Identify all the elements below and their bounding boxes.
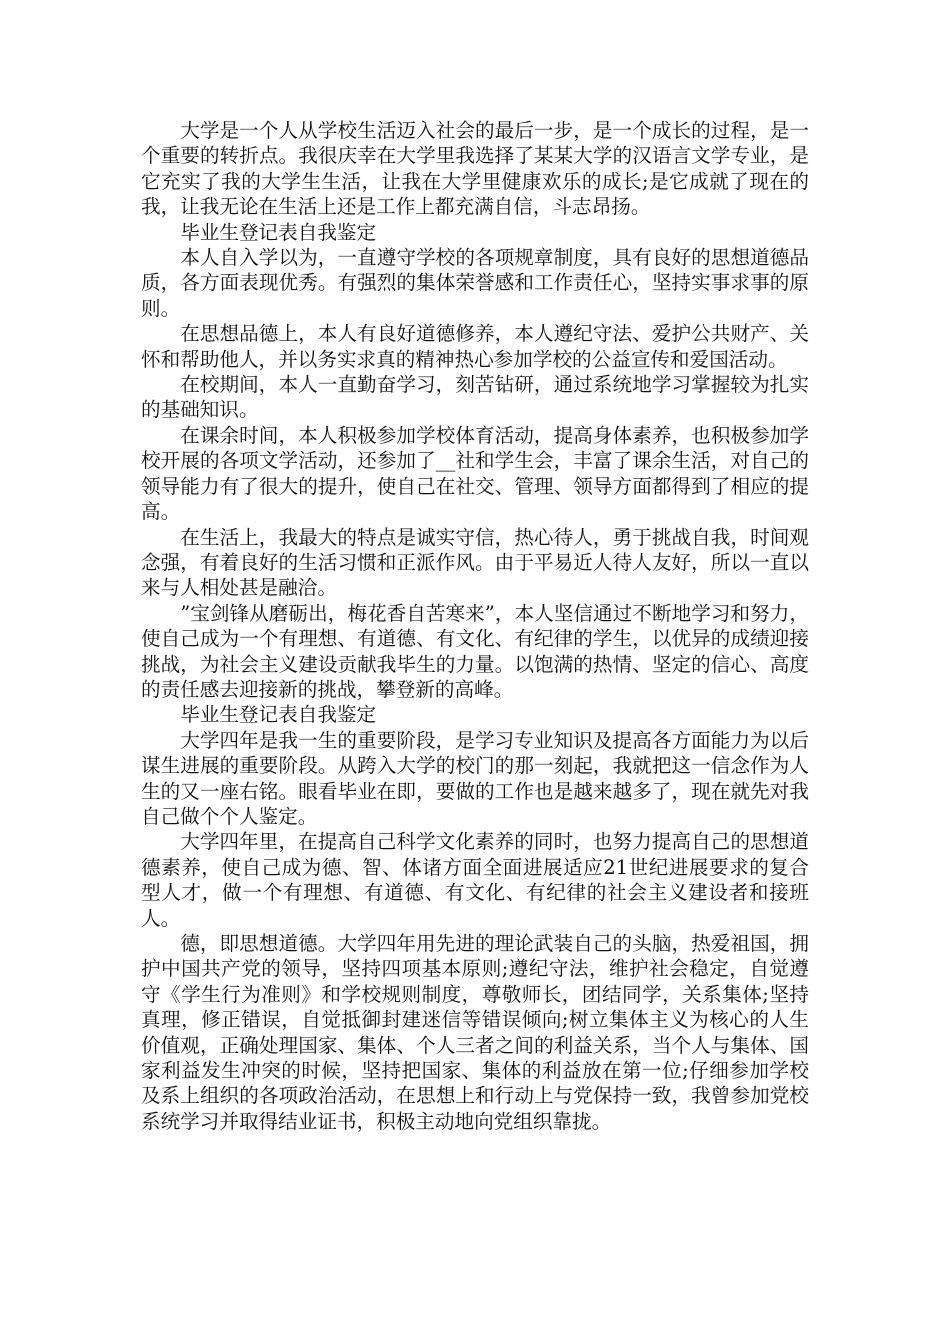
paragraph-ethics: 德，即思想道德。大学四年用先进的理论武装自己的头脑，热爱祖国，拥护中国共产党的领导，坚持四项基本原则;遵纪守法，维护社会稳定，自觉遵守《学生行为准则》和学校规则制度，尊敬师长，团结同学，关系集体;坚持真理，修正错误，自觉抵御封建迷信等错误倾向;树立集体主义为核心的人生价值观，正确处理国家、集体、个人三者之间的利益关系，当个人与集体、国家利益发生冲突的时候，坚持把国家、集体的利益放在第一位;仔细参加学校及系上组织的各项政治活动，在思想上和行动上与党保持一致，我曾参加党校系统学习并取得结业证书，积极主动地向党组织靠拢。 (141, 932, 809, 1133)
section-heading-2: 毕业生登记表自我鉴定 (180, 703, 377, 727)
paragraph-quality: 大学四年里，在提高自己科学文化素养的同时，也努力提高自己的思想道德素养，使自己成为德、智、体诸方面全面进展适应21世纪进展要求的复合型人才，做一个有理想、有道德、有文化、有纪律的社会主义建设者和接班人。 (141, 830, 809, 930)
section-heading-1: 毕业生登记表自我鉴定 (180, 220, 377, 244)
paragraph-four-years: 大学四年是我一生的重要阶段，是学习专业知识及提高各方面能力为以后谋生进展的重要阶段。从跨入大学的校门的那一刻起，我就把这一信念作为人生的又一座右铭。眼看毕业在即，要做的工作也是越来越多了，现在就先对我自己做个个人鉴定。 (141, 728, 809, 828)
paragraph-study: 在校期间，本人一直勤奋学习，刻苦钻研，通过系统地学习掌握较为扎实的基础知识。 (141, 373, 809, 422)
document-page (141, 118, 809, 1134)
paragraph-conclusion: ”宝剑锋从磨砺出，梅花香自苦寒来”，本人坚信通过不断地学习和努力，使自己成为一个有理想、有道德、有文化、有纪律的学生，以优异的成绩迎接挑战，为社会主义建设贡献我毕生的力量。以饱满的热情、坚定的信心、高度的责任感去迎接新的挑战，攀登新的高峰。 (141, 601, 809, 701)
paragraph-intro: 大学是一个人从学校生活迈入社会的最后一步，是一个成长的过程，是一个重要的转折点。我很庆幸在大学里我选择了某某大学的汉语言文学专业，是它充实了我的大学生生活，让我在大学里健康欢乐的成长;是它成就了现在的我，让我无论在生活上还是工作上都充满自信，斗志昂扬。 (141, 119, 809, 219)
paragraph-activities: 在课余时间，本人积极参加学校体育活动，提高身体素养，也积极参加学校开展的各项文学活动，还参加了__社和学生会，丰富了课余生活，对自己的领导能力有了很大的提升，使自己在社交、管理、领导方面都得到了相应的提高。 (141, 423, 809, 524)
paragraph-overview: 本人自入学以为，一直遵守学校的各项规章制度，具有良好的思想道德品质，各方面表现优秀。有强烈的集体荣誉感和工作责任心，坚持实事求事的原则。 (141, 246, 809, 320)
paragraph-morality: 在思想品德上，本人有良好道德修养，本人遵纪守法、爱护公共财产、关怀和帮助他人，并以务实求真的精神热心参加学校的公益宣传和爱国活动。 (141, 322, 809, 371)
paragraph-life: 在生活上，我最大的特点是诚实守信，热心待人，勇于挑战自我，时间观念强，有着良好的生活习惯和正派作风。由于平易近人待人友好，所以一直以来与人相处甚是融洽。 (141, 525, 809, 600)
